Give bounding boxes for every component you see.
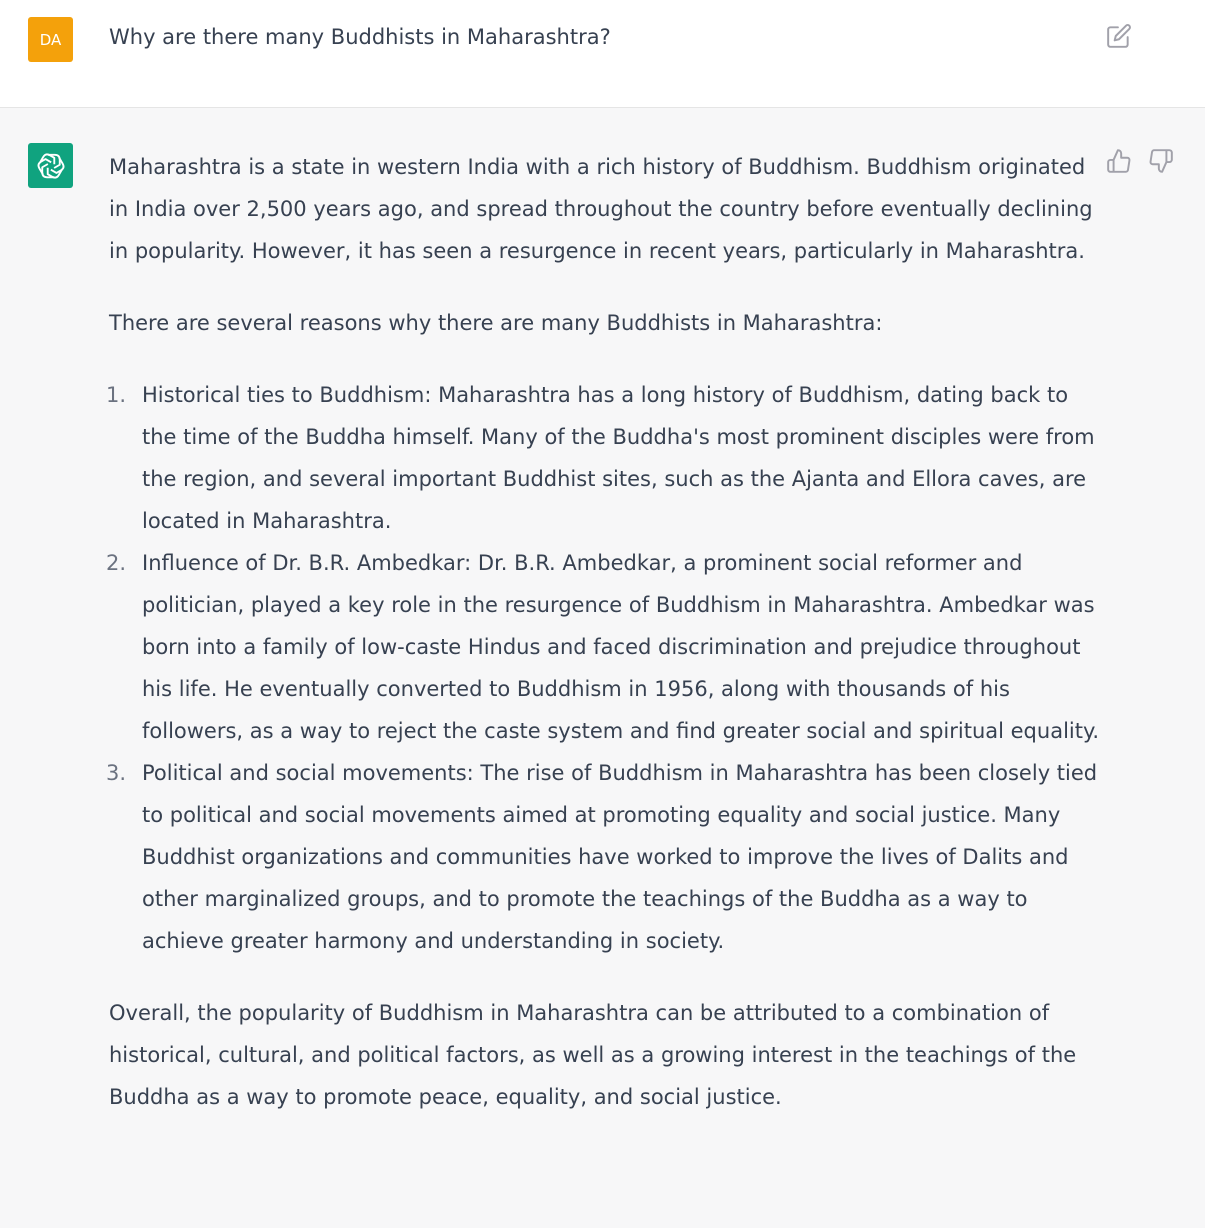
user-message-text: Why are there many Buddhists in Maharashtra? bbox=[109, 25, 611, 49]
list-item bbox=[106, 542, 1109, 752]
list-item bbox=[106, 752, 1109, 962]
list-item-number: 3. bbox=[106, 761, 127, 785]
answer-intro-paragraph: Maharashtra is a state in western India with a rich history of Buddhism. Buddhism originated in India over 2,500 years ago, and spread throughout the country before eventually declining in popularity. However, it has seen a resurgence in recent years, particularly in Maharashtra. bbox=[109, 155, 1093, 263]
openai-logo-icon bbox=[28, 143, 73, 188]
answer-lead-paragraph: There are several reasons why there are many Buddhists in Maharashtra: bbox=[109, 311, 883, 335]
user-message-row bbox=[0, 0, 1205, 108]
list-item bbox=[106, 374, 1109, 542]
list-item-text: Influence of Dr. B.R. Ambedkar: Dr. B.R. Ambedkar, a prominent social reformer and politician, played a key role in the resurgence of Buddhism in Maharashtra. Ambedkar was born into a family of low-caste Hindus and faced discrimination and prejudice throughout his life. He eventually converted to Buddhism in 1956, along with thousands of his followers, as a way to reject the caste system and find greater social and spiritual equality. bbox=[142, 551, 1100, 743]
user-avatar: DA bbox=[28, 17, 73, 62]
reasons-list bbox=[106, 374, 1109, 962]
list-item-number: 2. bbox=[106, 551, 127, 575]
answer-conclusion-paragraph: Overall, the popularity of Buddhism in Maharashtra can be attributed to a combination of historical, cultural, and political factors, as well as a growing interest in the teachings of the Buddha as a way to promote peace, equality, and social justice. bbox=[109, 1001, 1077, 1109]
list-item-text: Political and social movements: The rise of Buddhism in Maharashtra has been closely tied to political and social movements aimed at promoting equality and social justice. Many Buddhist organizations and communities have worked to improve the lives of Dalits and other marginalized groups, and to promote the teachings of the Buddha as a way to achieve greater harmony and understanding in society. bbox=[142, 761, 1098, 953]
thumbs-up-icon[interactable] bbox=[1106, 148, 1132, 174]
assistant-message-row bbox=[0, 108, 1205, 1228]
list-item-text: Historical ties to Buddhism: Maharashtra has a long history of Buddhism, dating back to the time of the Buddha himself. Many of the Buddha's most prominent disciples were from the region, and several important Buddhist sites, such as the Ajanta and Ellora caves, are located in Maharashtra. bbox=[142, 383, 1095, 533]
list-item-number: 1. bbox=[106, 383, 127, 407]
thumbs-down-icon[interactable] bbox=[1148, 148, 1174, 174]
assistant-answer bbox=[106, 146, 1109, 1148]
edit-icon[interactable] bbox=[1106, 23, 1132, 49]
